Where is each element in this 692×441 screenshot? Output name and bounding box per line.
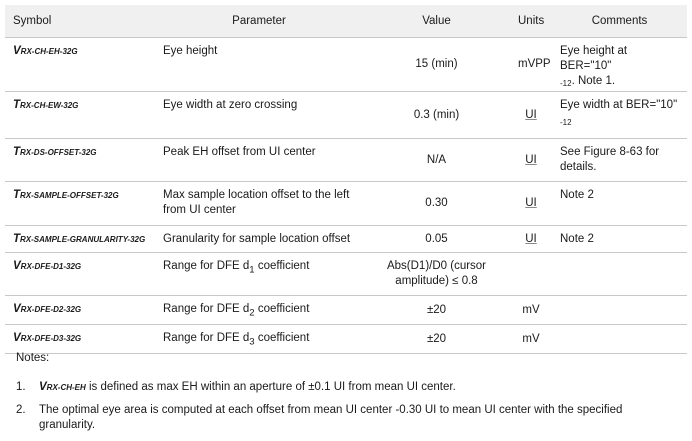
symbol-main: T (13, 233, 21, 245)
comments-text: Eye width at BER="10" (560, 99, 678, 111)
comments-cell: Note 2 (552, 226, 687, 253)
symbol-main: T (13, 189, 21, 201)
comments-link[interactable]: See Figure 8-63 for (560, 146, 660, 158)
table-row (5, 38, 687, 92)
table-row (5, 182, 687, 226)
comments-exponent: -12 (560, 118, 572, 127)
parameter-cell: Eye width at zero crossing (155, 92, 363, 139)
units-cell: mV (510, 325, 552, 354)
parameter-cell (155, 296, 363, 325)
notes-section (16, 352, 676, 441)
value-cell: 0.3 (min) (363, 92, 510, 139)
symbol-main: V (13, 303, 21, 315)
value-cell: ±20 (363, 325, 510, 354)
value-cell: ±20 (363, 296, 510, 325)
symbol-subscript: RX-DS-OFFSET-32G (20, 148, 97, 157)
parameter-subscript: 3 (249, 336, 255, 348)
symbol-cell (5, 325, 155, 354)
symbol-subscript: RX-DFE-D2-32G (20, 305, 82, 314)
symbol-cell (5, 253, 155, 296)
comments-cell (552, 38, 687, 92)
symbol-main: T (13, 146, 21, 158)
parameter-prefix: Range for DFE d (163, 332, 250, 344)
table-row (5, 325, 687, 354)
parameter-cell: Granularity for sample location offset (155, 226, 363, 253)
value-cell: 15 (min) (363, 38, 510, 92)
comments-cell (552, 325, 687, 354)
symbol-subscript: RX-SAMPLE-GRANULARITY-32G (20, 235, 146, 244)
symbol-subscript: RX-DFE-D1-32G (20, 262, 82, 271)
comments-text: Eye height at BER="10" (560, 45, 628, 72)
units-cell (510, 92, 552, 139)
parameter-cell: Eye height (155, 38, 363, 92)
symbol-cell (5, 182, 155, 226)
comments-cell (552, 92, 687, 139)
comments-exponent: -12 (560, 79, 572, 88)
note-symbol (39, 381, 86, 393)
header-parameter: Parameter (155, 5, 363, 38)
table-row (5, 92, 687, 139)
note-item (16, 403, 676, 433)
note-number: 2. (16, 404, 26, 416)
symbol-cell (5, 139, 155, 182)
table-row (5, 296, 687, 325)
units-text: UI (525, 108, 537, 121)
parameter-cell (155, 325, 363, 354)
comments-cell: Note 2 (552, 182, 687, 226)
table-row (5, 139, 687, 182)
units-cell (510, 253, 552, 296)
units-text: UI (525, 197, 537, 209)
symbol-cell (5, 226, 155, 253)
symbol-cell (5, 92, 155, 139)
note-text (39, 380, 676, 395)
symbol-cell (5, 38, 155, 92)
value-cell: 0.05 (363, 226, 510, 253)
parameter-subscript: 2 (249, 307, 255, 319)
value-cell: 0.30 (363, 182, 510, 226)
symbol-main: T (13, 99, 21, 111)
parameter-cell: Peak EH offset from UI center (155, 139, 363, 182)
symbol-subscript: RX-CH-EW-32G (20, 101, 79, 110)
parameter-line-2: from UI center (163, 204, 236, 216)
value-line-1: Abs(D1)/D0 (cursor (386, 260, 487, 272)
note-number: 1. (16, 381, 26, 393)
table-header-row (5, 5, 687, 38)
notes-title: Notes: (16, 352, 50, 364)
note-symbol-subscript: RX-CH-EH (46, 383, 86, 392)
symbol-cell (5, 296, 155, 325)
header-symbol: Symbol (5, 5, 155, 38)
note-item (16, 380, 676, 395)
symbol-subscript: RX-DFE-D3-32G (20, 334, 82, 343)
header-value: Value (363, 5, 510, 38)
comments-cell (552, 296, 687, 325)
value-line-2: amplitude) ≤ 0.8 (395, 275, 478, 287)
symbol-subscript: RX-SAMPLE-OFFSET-32G (20, 191, 119, 200)
units-text: UI (525, 232, 537, 245)
units-cell (510, 182, 552, 226)
note-body: The optimal eye area is computed at each offset from mean UI center -0.30 UI to mean UI center with the specified granularity. (39, 404, 623, 431)
header-units: Units (510, 5, 552, 38)
parameter-suffix: coefficient (254, 260, 310, 272)
symbol-main: V (13, 45, 21, 57)
parameter-cell (155, 253, 363, 296)
parameter-suffix: coefficient (254, 303, 310, 315)
units-cell: mVPP (510, 38, 552, 92)
table-row (5, 226, 687, 253)
comments-tail: . Note 1. (571, 75, 616, 87)
units-cell (510, 226, 552, 253)
parameter-subscript: 1 (249, 264, 255, 276)
units-cell: mV (510, 296, 552, 325)
symbol-main: V (13, 332, 21, 344)
note-body: is defined as max EH within an aperture of ±0.1 UI from mean UI center. (85, 381, 456, 393)
symbol-subscript: RX-CH-EH-32G (20, 47, 78, 56)
comments-cell (552, 139, 687, 182)
header-comments: Comments (552, 5, 687, 38)
table-row (5, 253, 687, 296)
parameter-prefix: Range for DFE d (163, 303, 250, 315)
parameter-line-1: Max sample location offset to the left (163, 189, 350, 201)
units-text: UI (525, 153, 537, 166)
units-cell (510, 139, 552, 182)
parameter-suffix: coefficient (254, 332, 310, 344)
symbol-main: V (13, 260, 21, 272)
spec-table (5, 5, 687, 354)
parameter-prefix: Range for DFE d (163, 260, 250, 272)
parameter-cell (155, 182, 363, 226)
comments-cell (552, 253, 687, 296)
value-cell (363, 253, 510, 296)
note-symbol-main: V (39, 381, 47, 393)
comments-tail: details. (560, 161, 597, 173)
value-cell: N/A (363, 139, 510, 182)
